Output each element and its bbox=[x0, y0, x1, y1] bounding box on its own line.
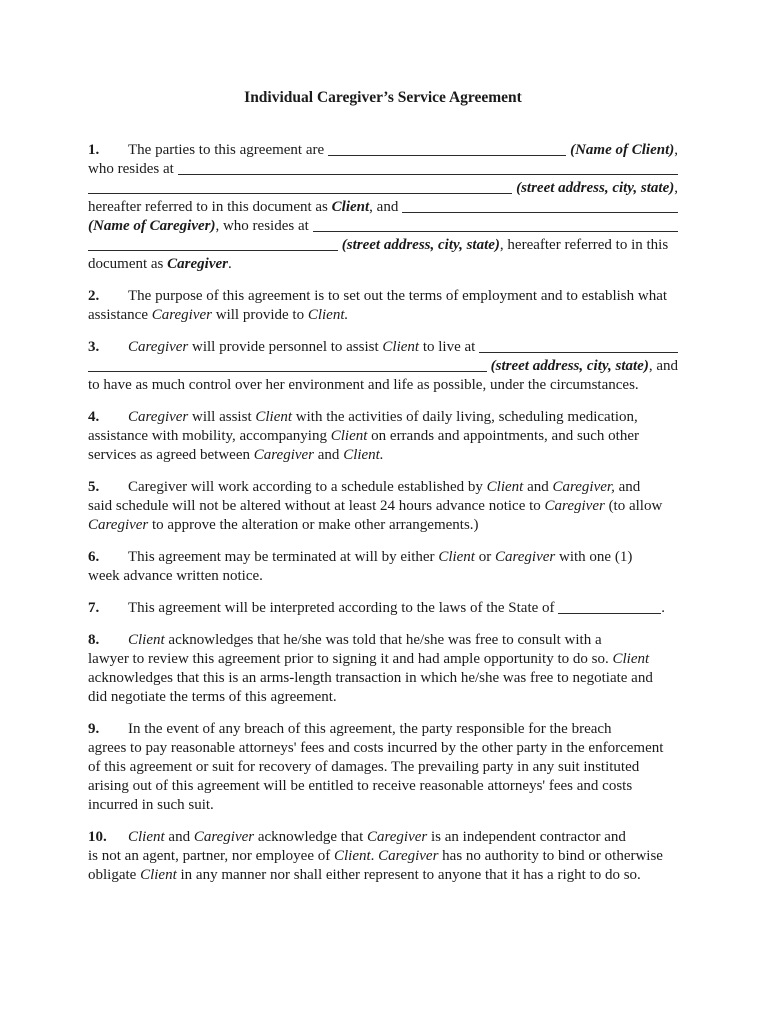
text-line bbox=[88, 828, 678, 847]
paragraph-number: 3. bbox=[88, 339, 100, 355]
blank-field-5[interactable] bbox=[313, 231, 678, 232]
paragraph-number: 1. bbox=[88, 142, 100, 158]
text-run: acknowledges that this is an arms-length transaction in which he/she was free to negotiate and bbox=[88, 670, 653, 686]
text-run: Caregiver bbox=[253, 447, 315, 463]
text-run: to approve the alteration or make other arrangements.) bbox=[148, 517, 479, 533]
text-run: Client bbox=[486, 479, 524, 495]
text-line bbox=[88, 236, 678, 255]
text-run: , and bbox=[648, 358, 678, 374]
text-line bbox=[88, 160, 678, 179]
text-run: (Name of Caregiver) bbox=[88, 218, 216, 234]
text-line bbox=[88, 478, 678, 497]
text-line bbox=[88, 631, 678, 650]
text-run: Caregiver bbox=[494, 549, 556, 565]
text-run: and bbox=[614, 479, 641, 495]
paragraph-6 bbox=[88, 548, 678, 586]
text-run: Client. bbox=[343, 447, 384, 463]
text-line bbox=[88, 376, 678, 395]
text-run: incurred in such suit. bbox=[88, 797, 214, 813]
text-line bbox=[88, 720, 678, 739]
text-run: Client bbox=[255, 409, 293, 425]
paragraph-number: 5. bbox=[88, 479, 100, 495]
text-run: (Name of Client) bbox=[570, 142, 675, 158]
text-run: (to allow bbox=[604, 498, 663, 514]
text-run: document as bbox=[88, 256, 168, 272]
text-run: Client bbox=[382, 339, 420, 355]
text-run: agrees to pay reasonable attorneys' fees and costs incurred by the other party in the enforcement bbox=[88, 740, 664, 756]
text-line bbox=[88, 567, 678, 586]
text-run: , hereafter referred to in this bbox=[499, 237, 669, 253]
text-run: Caregiver bbox=[378, 848, 439, 864]
document-body bbox=[88, 141, 678, 885]
blank-field-3[interactable] bbox=[88, 193, 512, 194]
text-run: This agreement may be terminated at will by either bbox=[128, 549, 439, 565]
text-run: Caregiver, bbox=[552, 479, 615, 495]
paragraph-9 bbox=[88, 720, 678, 815]
paragraph-3 bbox=[88, 338, 678, 395]
text-run: of this agreement or suit for recovery of damages. The prevailing party in any suit instituted bbox=[88, 759, 640, 775]
text-line bbox=[88, 688, 678, 707]
text-run: on errands and appointments, and such other bbox=[367, 428, 640, 444]
paragraph-8 bbox=[88, 631, 678, 707]
text-run: said schedule will not be altered without at least 24 hours advance notice to bbox=[88, 498, 545, 514]
text-run: The purpose of this agreement is to set out the terms of employment and to establish what bbox=[128, 288, 668, 304]
paragraph-number: 9. bbox=[88, 721, 100, 737]
blank-field-8[interactable] bbox=[88, 371, 487, 372]
text-run: will provide personnel to assist bbox=[188, 339, 383, 355]
text-run: or bbox=[474, 549, 495, 565]
paragraph-2 bbox=[88, 287, 678, 325]
text-run: acknowledges that he/she was told that he/she was free to consult with a bbox=[164, 632, 602, 648]
text-run: and bbox=[164, 829, 194, 845]
text-run: with the activities of daily living, scheduling medication, bbox=[292, 409, 638, 425]
blank-field-1[interactable] bbox=[328, 155, 566, 156]
paragraph-5 bbox=[88, 478, 678, 535]
paragraph-number: 4. bbox=[88, 409, 100, 425]
text-line bbox=[88, 866, 678, 885]
text-run: will provide to bbox=[212, 307, 308, 323]
text-run: and bbox=[523, 479, 553, 495]
text-line bbox=[88, 255, 678, 274]
text-line bbox=[88, 777, 678, 796]
text-run: will assist bbox=[188, 409, 256, 425]
text-run: is an independent contractor and bbox=[427, 829, 626, 845]
text-run: Client. bbox=[307, 307, 349, 323]
text-run: with one (1) bbox=[555, 549, 633, 565]
paragraph-number: 7. bbox=[88, 600, 100, 616]
text-line bbox=[88, 796, 678, 815]
text-run: has no authority to bind or otherwise bbox=[438, 848, 663, 864]
text-run: and bbox=[314, 447, 344, 463]
document-title: Individual Caregiver’s Service Agreement bbox=[244, 89, 522, 106]
text-run: Caregiver bbox=[151, 307, 212, 323]
text-line bbox=[88, 427, 678, 446]
text-run: lawyer to review this agreement prior to signing it and had ample opportunity to do so. bbox=[88, 651, 613, 667]
paragraph-10 bbox=[88, 828, 678, 885]
text-run: Caregiver bbox=[128, 409, 189, 425]
text-run: Client bbox=[128, 632, 165, 648]
text-run: . bbox=[370, 848, 379, 864]
text-run: Client bbox=[612, 651, 650, 667]
text-run: This agreement will be interpreted according to the laws of the State of bbox=[128, 600, 559, 616]
text-run: In the event of any breach of this agreement, the party responsible for the breach bbox=[128, 721, 612, 737]
text-line bbox=[88, 217, 678, 236]
text-run: Client bbox=[331, 199, 370, 215]
text-line bbox=[88, 847, 678, 866]
text-run: Client bbox=[333, 848, 371, 864]
text-line bbox=[88, 669, 678, 688]
text-line bbox=[88, 497, 678, 516]
blank-field-4[interactable] bbox=[402, 212, 678, 213]
text-run: is not an agent, partner, nor employee of bbox=[88, 848, 334, 864]
text-run: Client bbox=[330, 428, 368, 444]
text-line bbox=[88, 739, 678, 758]
text-line bbox=[88, 141, 678, 160]
paragraph-4 bbox=[88, 408, 678, 465]
text-line bbox=[88, 758, 678, 777]
text-run: did negotiate the terms of this agreement. bbox=[88, 689, 337, 705]
text-run: Caregiver bbox=[167, 256, 228, 272]
text-run: acknowledge that bbox=[254, 829, 367, 845]
paragraph-7 bbox=[88, 599, 678, 618]
text-line bbox=[88, 287, 678, 306]
text-run: (street address, city, state) bbox=[490, 358, 649, 374]
text-run: who resides at bbox=[88, 161, 178, 177]
text-line bbox=[88, 306, 678, 325]
blank-field-6[interactable] bbox=[88, 250, 338, 251]
text-line bbox=[88, 599, 678, 618]
paragraph-1 bbox=[88, 141, 678, 274]
text-line bbox=[88, 338, 678, 357]
text-run: obligate bbox=[88, 867, 141, 883]
text-run: (street address, city, state) bbox=[341, 237, 500, 253]
text-run: Client bbox=[438, 549, 475, 565]
text-run: Caregiver bbox=[88, 517, 149, 533]
text-run: to live at bbox=[419, 339, 480, 355]
text-run: in any manner nor shall either represent to anyone that it has a right to do so. bbox=[176, 867, 641, 883]
paragraph-number: 10. bbox=[88, 829, 107, 845]
text-run: Caregiver bbox=[544, 498, 605, 514]
text-run: . bbox=[661, 600, 666, 616]
text-line bbox=[88, 198, 678, 217]
text-line bbox=[88, 650, 678, 669]
text-line bbox=[88, 516, 678, 535]
text-line bbox=[88, 446, 678, 465]
text-run: Client bbox=[128, 829, 165, 845]
blank-field-7[interactable] bbox=[479, 352, 678, 353]
text-run: arising out of this agreement will be entitled to receive reasonable attorneys' fees and costs bbox=[88, 778, 633, 794]
text-run: assistance bbox=[88, 307, 152, 323]
blank-field-2[interactable] bbox=[178, 174, 678, 175]
text-run: , and bbox=[369, 199, 403, 215]
text-run: week advance written notice. bbox=[88, 568, 263, 584]
text-run: assistance with mobility, accompanying bbox=[88, 428, 331, 444]
text-run: Caregiver bbox=[128, 339, 189, 355]
text-run: hereafter referred to in this document as bbox=[88, 199, 332, 215]
text-run: services as agreed between bbox=[88, 447, 254, 463]
text-run: Client bbox=[140, 867, 177, 883]
text-line bbox=[88, 408, 678, 427]
text-run: , bbox=[674, 142, 678, 158]
text-run: to have as much control over her environment and life as possible, under the circumstances. bbox=[88, 377, 639, 393]
text-run: Caregiver bbox=[366, 829, 428, 845]
text-line bbox=[88, 179, 678, 198]
text-run: , who resides at bbox=[215, 218, 313, 234]
text-run: Caregiver bbox=[193, 829, 255, 845]
text-line bbox=[88, 548, 678, 567]
text-run: Caregiver will work according to a schedule established by bbox=[128, 479, 487, 495]
blank-field-9[interactable] bbox=[558, 613, 661, 614]
text-run: , bbox=[674, 180, 678, 196]
paragraph-number: 6. bbox=[88, 549, 100, 565]
text-run: (street address, city, state) bbox=[516, 180, 675, 196]
text-run: The parties to this agreement are bbox=[128, 142, 328, 158]
paragraph-number: 8. bbox=[88, 632, 100, 648]
paragraph-number: 2. bbox=[88, 288, 100, 304]
text-line bbox=[88, 357, 678, 376]
text-run: . bbox=[227, 256, 232, 272]
